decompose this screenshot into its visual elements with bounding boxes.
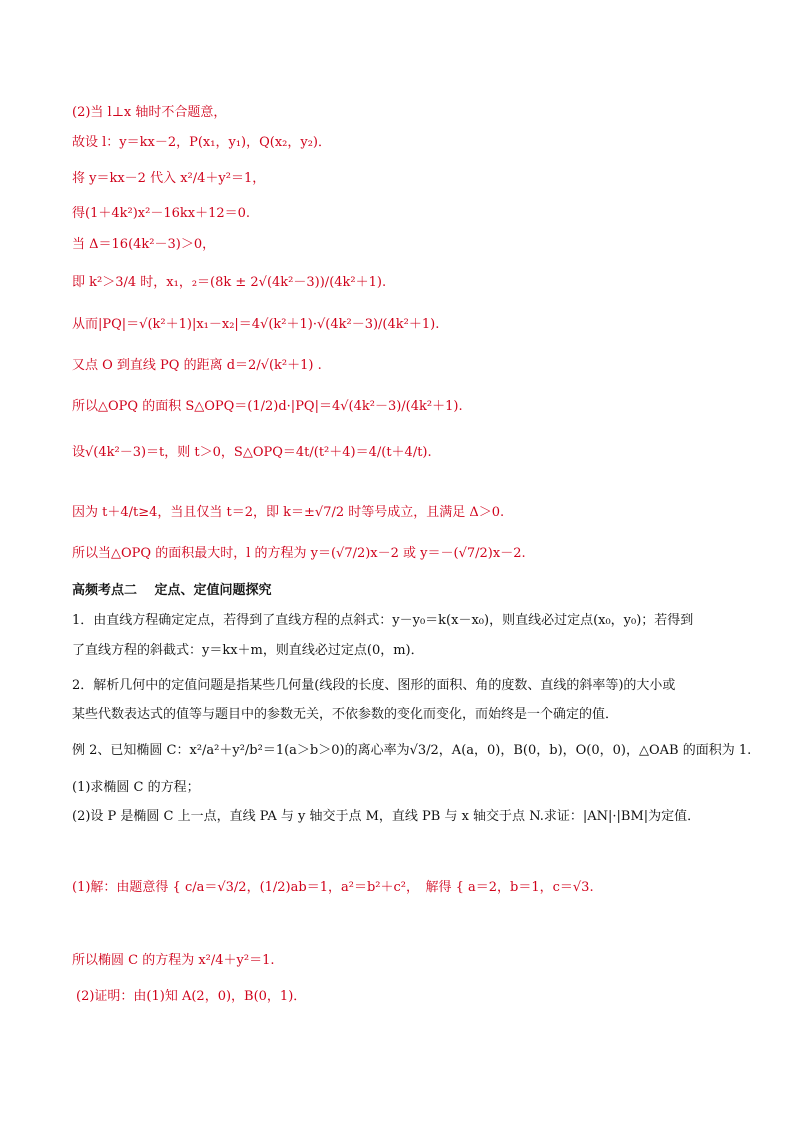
solution-line-5: 当 Δ＝16(4k²－3)＞0， (72, 237, 216, 252)
solution2-line-3: (2)证明：由(1)知 A(2，0)，B(0，1)． (76, 989, 307, 1004)
section-paragraph-1a: 1．由直线方程确定定点，若得到了直线方程的点斜式：y－y₀＝k(x－x₀)，则直线必过定点(x₀，y₀)；若得到 (72, 613, 694, 628)
solution-line-12: 所以当△OPQ 的面积最大时，l 的方程为 y＝(√7/2)x－2 或 y＝－(√7/2)x－2. (72, 546, 526, 561)
section-heading: 高频考点二 定点、定值问题探究 (72, 583, 272, 598)
solution-line-10: 设√(4k²－3)＝t，则 t＞0，S△OPQ＝4t/(t²＋4)＝4/(t＋4/t). (72, 445, 432, 460)
solution-line-4: 得(1＋4k²)x²－16kx＋12＝0. (72, 206, 251, 221)
solution-line-11: 因为 t＋4/t≥4，当且仅当 t＝2，即 k＝±√7/2 时等号成立，且满足 Δ＞0. (72, 505, 505, 520)
solution2-line-1: (1)解：由题意得 { c/a＝√3/2，(1/2)ab＝1，a²＝b²＋c²， 解得 { a＝2，b＝1，c＝√3. (72, 880, 594, 895)
solution-line-9: 所以△OPQ 的面积 S△OPQ＝(1/2)d·|PQ|＝4√(4k²－3)/(4k²＋1). (72, 399, 463, 414)
section-paragraph-2b: 某些代数表达式的值等与题目中的参数无关，不依参数的变化而变化，而始终是一个确定的值． (72, 707, 619, 722)
solution-line-6: 即 k²＞3/4 时，x₁，₂＝(8k ± 2√(4k²－3))/(4k²＋1). (72, 275, 387, 290)
example-line-1: 例 2、已知椭圆 C：x²/a²＋y²/b²＝1(a＞b＞0)的离心率为√3/2，A(a，0)，B(0，b)，O(0，0)，△OAB 的面积为 1. (72, 743, 752, 758)
example-line-2: (1)求椭圆 C 的方程； (72, 780, 200, 795)
solution-line-7: 从而|PQ|＝√(k²＋1)|x₁－x₂|＝4√(k²＋1)·√(4k²－3)/(4k²＋1). (72, 317, 440, 332)
solution-line-2: 故设 l：y＝kx－2，P(x₁，y₁)，Q(x₂，y₂)． (72, 135, 332, 150)
example-line-3: (2)设 P 是椭圆 C 上一点，直线 PA 与 y 轴交于点 M，直线 PB 与 x 轴交于点 N.求证：|AN|·|BM|为定值． (72, 809, 701, 824)
solution-line-3: 将 y＝kx－2 代入 x²/4＋y²＝1， (72, 171, 266, 186)
section-paragraph-1b: 了直线方程的斜截式：y＝kx＋m，则直线必过定点(0，m)． (72, 643, 424, 658)
solution-line-1: (2)当 l⊥x 轴时不合题意， (72, 105, 227, 120)
section-paragraph-2a: 2．解析几何中的定值问题是指某些几何量(线段的长度、图形的面积、角的度数、直线的斜率等)的大小或 (72, 678, 676, 693)
solution-line-8: 又点 O 到直线 PQ 的距离 d＝2/√(k²＋1) . (72, 358, 322, 373)
solution2-line-2: 所以椭圆 C 的方程为 x²/4＋y²＝1. (72, 953, 275, 968)
